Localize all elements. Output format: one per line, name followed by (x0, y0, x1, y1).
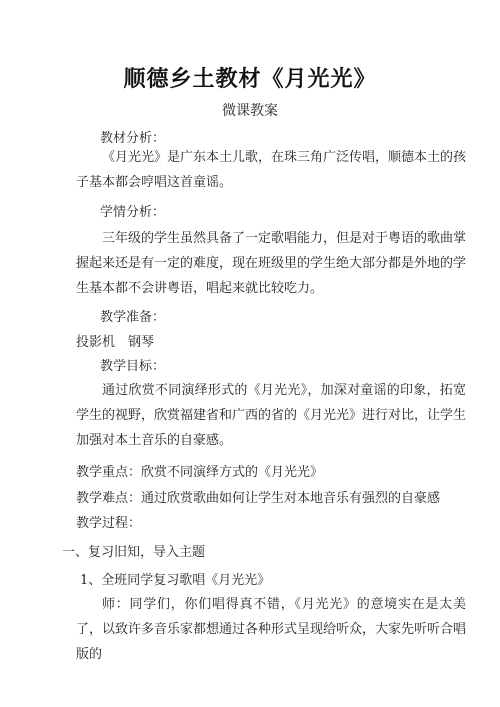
student-analysis-heading: 学情分析： (100, 205, 166, 220)
material-analysis-text: 《月光光》是广东本土儿歌，在珠三角广泛传唱，顺德本土的孩子基本都会哼唱这首童谣。 (76, 150, 467, 190)
step-one-sub-item: 1、全班同学复习歌唱《月光光》 (80, 573, 271, 588)
key-point-line: 教学重点：欣赏不同演绎方式的《月光光》 (76, 465, 324, 480)
teaching-prep-text: 投影机 钢琴 (76, 335, 155, 350)
process-heading: 教学过程： (76, 516, 142, 531)
teaching-goal-text: 通过欣赏不同演绎形式的《月光光》，加深对童谣的印象，拓宽学生的视野，欣赏福建省和广西的省的《月光光》进行对比，让学生加强对本土音乐的自豪感。 (76, 383, 467, 448)
material-analysis-heading: 教材分析： (100, 131, 166, 146)
student-analysis-text: 三年级的学生虽然具备了一定歌唱能力，但是对于粤语的歌曲掌握起来还是有一定的难度，现在班级里的学生绝大部分都是外地的学生基本都不会讲粤语，唱起来就比较吃力。 (76, 231, 467, 296)
teaching-prep-heading: 教学准备： (100, 310, 166, 325)
difficulty-line: 教学难点：通过欣赏歌曲如何让学生对本地音乐有强烈的自豪感 (76, 491, 441, 506)
document-title: 顺德乡土教材《月光光》 (123, 66, 377, 92)
document-subtitle: 微课教案 (222, 103, 278, 119)
teacher-speech-text: 师：同学们，你们唱得真不错，《月光光》的意境实在是太美了，以致许多音乐家都想通过各种形式呈现给听众，大家先听听合唱版的 (76, 597, 467, 662)
teaching-goal-heading: 教学目标： (100, 359, 166, 374)
step-one-heading: 一、复习旧知，导入主题 (62, 545, 206, 560)
